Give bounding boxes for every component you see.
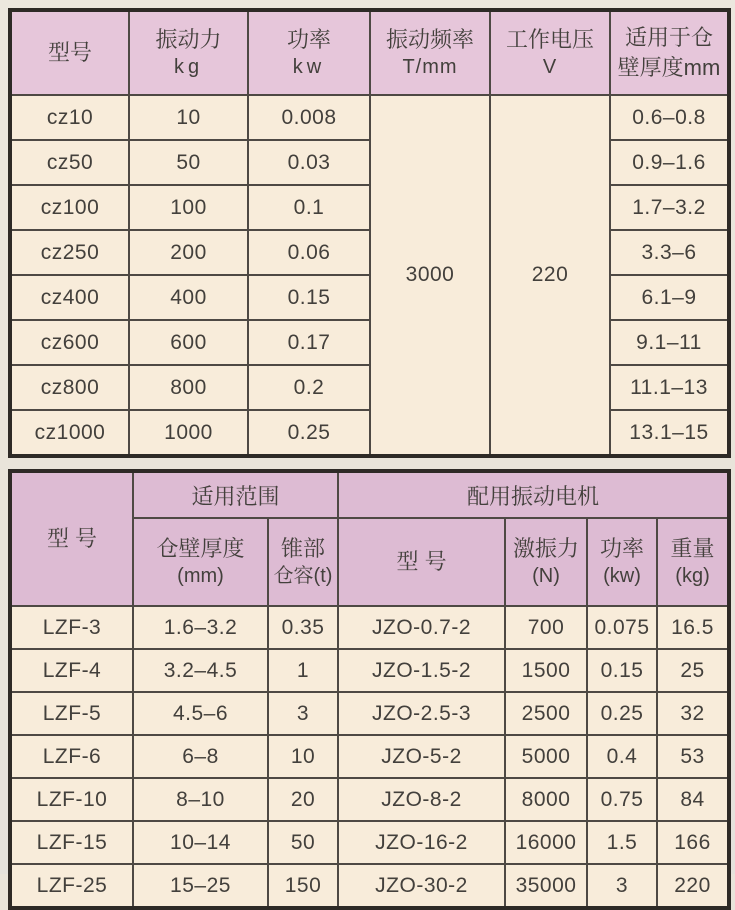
header-unit: kw (292, 56, 326, 79)
weight-cell: 53 (657, 735, 729, 778)
power-cell: 0.17 (248, 320, 370, 365)
group-header-application-range: 适用范围 (133, 471, 338, 518)
exciting-force-cell: 1500 (505, 649, 587, 692)
col-header-exciting-force (505, 518, 587, 606)
header-label: 重量 (670, 535, 715, 561)
weight-cell: 166 (657, 821, 729, 864)
model-cell: LZF-6 (10, 735, 133, 778)
table-row (10, 864, 729, 908)
table-row (10, 778, 729, 821)
power-cell: 0.25 (248, 410, 370, 456)
col-header-wall-thickness (610, 10, 729, 95)
motor-power-cell: 0.25 (587, 692, 657, 735)
wall-range-cell: 11.1–13 (610, 365, 729, 410)
model-cell: LZF-3 (10, 606, 133, 649)
weight-cell: 16.5 (657, 606, 729, 649)
force-cell: 50 (129, 140, 248, 185)
exciting-force-cell: 16000 (505, 821, 587, 864)
header-label: 功率 (286, 26, 331, 52)
model-cell: LZF-4 (10, 649, 133, 692)
model-cell: LZF-10 (10, 778, 133, 821)
wall-range-cell: 10–14 (133, 821, 268, 864)
header-label: 型号 (47, 40, 92, 66)
exciting-force-cell: 2500 (505, 692, 587, 735)
model-cell: cz600 (10, 320, 129, 365)
cone-capacity-cell: 20 (268, 778, 338, 821)
group-header-matched-vibration-motor: 配用振动电机 (338, 471, 729, 518)
wall-range-cell: 9.1–11 (610, 320, 729, 365)
wall-range-cell: 0.6–0.8 (610, 95, 729, 140)
motor-model-cell: JZO-2.5-3 (338, 692, 505, 735)
motor-power-cell: 0.15 (587, 649, 657, 692)
header-unit: kg (173, 56, 204, 79)
header-label: 适用于仓 (624, 25, 713, 51)
col-header-motor-model (338, 518, 505, 606)
voltage-merged-cell: 220 (490, 95, 610, 456)
motor-power-cell: 0.75 (587, 778, 657, 821)
model-cell: LZF-5 (10, 692, 133, 735)
header-label: 仓壁厚度 (156, 535, 245, 561)
wall-range-cell: 0.9–1.6 (610, 140, 729, 185)
weight-cell: 84 (657, 778, 729, 821)
motor-model-cell: JZO-30-2 (338, 864, 505, 908)
model-cell: cz1000 (10, 410, 129, 456)
force-cell: 600 (129, 320, 248, 365)
force-cell: 200 (129, 230, 248, 275)
cone-capacity-cell: 3 (268, 692, 338, 735)
header-unit: (kw) (603, 565, 641, 588)
table-row (10, 230, 729, 275)
power-cell: 0.06 (248, 230, 370, 275)
table-row (10, 735, 729, 778)
model-cell: cz400 (10, 275, 129, 320)
header-label: 工作电压 (505, 26, 594, 52)
wall-range-cell: 4.5–6 (133, 692, 268, 735)
header-unit: (N) (532, 565, 560, 588)
table-row (10, 95, 729, 140)
motor-power-cell: 3 (587, 864, 657, 908)
cz-vibrator-spec-table (8, 8, 731, 458)
motor-model-cell: JZO-5-2 (338, 735, 505, 778)
power-cell: 0.15 (248, 275, 370, 320)
motor-power-cell: 0.075 (587, 606, 657, 649)
header-unit: T/mm (402, 56, 458, 79)
header-label: 型 号 (46, 526, 98, 552)
power-cell: 0.03 (248, 140, 370, 185)
lzf-vibrator-spec-table (8, 469, 731, 910)
cone-capacity-cell: 10 (268, 735, 338, 778)
header-unit: (kg) (675, 565, 710, 588)
weight-cell: 220 (657, 864, 729, 908)
col-header-vibration-frequency (370, 10, 490, 95)
frequency-merged-cell: 3000 (370, 95, 490, 456)
model-cell: cz10 (10, 95, 129, 140)
power-cell: 0.2 (248, 365, 370, 410)
motor-model-cell: JZO-1.5-2 (338, 649, 505, 692)
header-label: 振动频率 (385, 26, 474, 52)
header-label: 功率 (600, 535, 645, 561)
col-header-cone-capacity (268, 518, 338, 606)
header-label: 壁厚度mm (617, 55, 721, 80)
col-header-power (248, 10, 370, 95)
wall-range-cell: 15–25 (133, 864, 268, 908)
power-cell: 0.008 (248, 95, 370, 140)
table-row (10, 140, 729, 185)
header-label: 型 号 (396, 549, 447, 575)
wall-range-cell: 1.6–3.2 (133, 606, 268, 649)
weight-cell: 25 (657, 649, 729, 692)
col-header-wall-thickness (133, 518, 268, 606)
wall-range-cell: 3.2–4.5 (133, 649, 268, 692)
table-row (10, 320, 729, 365)
exciting-force-cell: 8000 (505, 778, 587, 821)
cone-capacity-cell: 1 (268, 649, 338, 692)
table-row (10, 275, 729, 320)
header-label: 振动力 (155, 26, 222, 52)
table-gap (8, 458, 727, 469)
force-cell: 800 (129, 365, 248, 410)
motor-power-cell: 1.5 (587, 821, 657, 864)
table-row (10, 606, 729, 649)
table-row (10, 821, 729, 864)
power-cell: 0.1 (248, 185, 370, 230)
col-header-working-voltage (490, 10, 610, 95)
header-unit: (mm) (177, 565, 224, 588)
col-header-model (10, 10, 129, 95)
model-cell: cz100 (10, 185, 129, 230)
wall-range-cell: 13.1–15 (610, 410, 729, 456)
motor-model-cell: JZO-8-2 (338, 778, 505, 821)
header-group-row (10, 471, 729, 518)
col-header-model (10, 471, 133, 606)
wall-range-cell: 6.1–9 (610, 275, 729, 320)
model-cell: LZF-25 (10, 864, 133, 908)
wall-range-cell: 1.7–3.2 (610, 185, 729, 230)
header-unit: V (542, 56, 558, 79)
model-cell: cz250 (10, 230, 129, 275)
header-label: 锥部 (281, 535, 326, 561)
force-cell: 400 (129, 275, 248, 320)
cone-capacity-cell: 0.35 (268, 606, 338, 649)
motor-model-cell: JZO-0.7-2 (338, 606, 505, 649)
exciting-force-cell: 700 (505, 606, 587, 649)
table-row (10, 692, 729, 735)
force-cell: 10 (129, 95, 248, 140)
header-label: 仓容(t) (273, 565, 333, 588)
wall-range-cell: 3.3–6 (610, 230, 729, 275)
header-label: 激振力 (513, 535, 580, 561)
col-header-vibration-force (129, 10, 248, 95)
exciting-force-cell: 35000 (505, 864, 587, 908)
cone-capacity-cell: 150 (268, 864, 338, 908)
header-row (10, 10, 729, 95)
motor-power-cell: 0.4 (587, 735, 657, 778)
weight-cell: 32 (657, 692, 729, 735)
col-header-motor-power (587, 518, 657, 606)
motor-model-cell: JZO-16-2 (338, 821, 505, 864)
exciting-force-cell: 5000 (505, 735, 587, 778)
model-cell: cz800 (10, 365, 129, 410)
wall-range-cell: 6–8 (133, 735, 268, 778)
wall-range-cell: 8–10 (133, 778, 268, 821)
cone-capacity-cell: 50 (268, 821, 338, 864)
model-cell: LZF-15 (10, 821, 133, 864)
force-cell: 100 (129, 185, 248, 230)
table-row (10, 410, 729, 456)
force-cell: 1000 (129, 410, 248, 456)
table-row (10, 649, 729, 692)
table-row (10, 365, 729, 410)
model-cell: cz50 (10, 140, 129, 185)
col-header-weight (657, 518, 729, 606)
table-row (10, 185, 729, 230)
